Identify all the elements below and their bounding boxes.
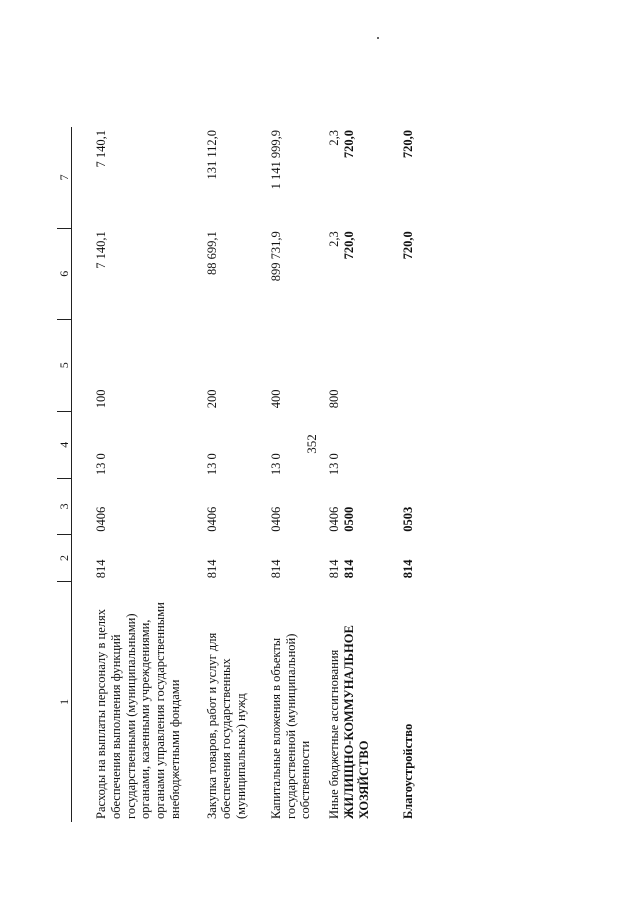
target-code: [371, 411, 416, 478]
column-header: 3: [57, 478, 72, 535]
table-row: [249, 127, 313, 822]
value-col6: 88 699,1: [204, 231, 219, 275]
table-row: [342, 127, 372, 822]
value-col6: 2,3: [327, 231, 342, 247]
value-col6: 720,0: [341, 231, 356, 260]
value-col7: 7 140,1: [94, 130, 109, 168]
stray-dot: [377, 37, 379, 39]
value-col7: 1 141 999,9: [268, 130, 283, 190]
value-col7: 720,0: [341, 130, 356, 159]
grbs-code: 814: [401, 559, 416, 579]
kind-code: 800: [327, 389, 342, 409]
column-header: 2: [57, 535, 72, 582]
section-code: 0406: [268, 506, 283, 532]
value-col7: 2,3: [327, 130, 342, 146]
value-col6: 720,0: [401, 231, 416, 260]
page-number: 352: [303, 434, 319, 454]
section-code: 0503: [401, 506, 416, 532]
row-name: Иные бюджетные ассигнования: [327, 649, 342, 819]
target-code: 13 0: [327, 453, 342, 476]
column-header: 1: [57, 581, 72, 822]
column-header: 7: [57, 127, 72, 228]
kind-code: 200: [204, 389, 219, 409]
target-code: [342, 411, 372, 478]
value-col6: 899 731,9: [268, 231, 283, 282]
kind-code: [371, 319, 416, 411]
row-name: Капитальные вложения в объекты государственной (муниципальной) собственности: [268, 633, 313, 819]
column-header: 5: [57, 319, 72, 411]
kind-code: 400: [268, 389, 283, 409]
table-header-row: [57, 127, 72, 822]
row-name: ЖИЛИЩНО-КОММУНАЛЬНОЕ ХОЗЯЙСТВО: [341, 625, 371, 819]
row-name: Благоустройство: [401, 723, 416, 819]
grbs-code: 814: [341, 559, 356, 579]
column-header: 6: [57, 228, 72, 319]
target-code: 13 0: [268, 453, 283, 476]
row-name: Расходы на выплаты персоналу в целях обеспечения выполнения функций государственными (муниципальными) органами, казенными учреждениями, органами управления государственными внебюджетными фондами: [94, 602, 182, 819]
grbs-code: 814: [94, 559, 109, 579]
section-code: 0406: [204, 506, 219, 532]
section-code: 0406: [327, 506, 342, 532]
value-col7: 720,0: [401, 130, 416, 159]
section-code: 0406: [94, 506, 109, 532]
section-code: 0500: [341, 506, 356, 532]
kind-code: 100: [94, 389, 109, 409]
target-code: 13 0: [204, 453, 219, 476]
grbs-code: 814: [327, 559, 342, 579]
budget-table: [57, 127, 416, 822]
kind-code: [342, 319, 372, 411]
grbs-code: 814: [268, 559, 283, 579]
target-code: 13 0: [94, 453, 109, 476]
table-row: [371, 127, 416, 822]
table-row: [183, 127, 249, 822]
value-col6: 7 140,1: [94, 231, 109, 269]
grbs-code: 814: [204, 559, 219, 579]
table-row: [72, 127, 183, 822]
column-header: 4: [57, 411, 72, 478]
table-row: [313, 127, 342, 822]
row-name: Закупка товаров, работ и услуг для обеспечения государственных (муниципальных) нужд: [204, 632, 249, 819]
value-col7: 131 112,0: [204, 130, 219, 180]
budget-table-container: [57, 122, 507, 822]
